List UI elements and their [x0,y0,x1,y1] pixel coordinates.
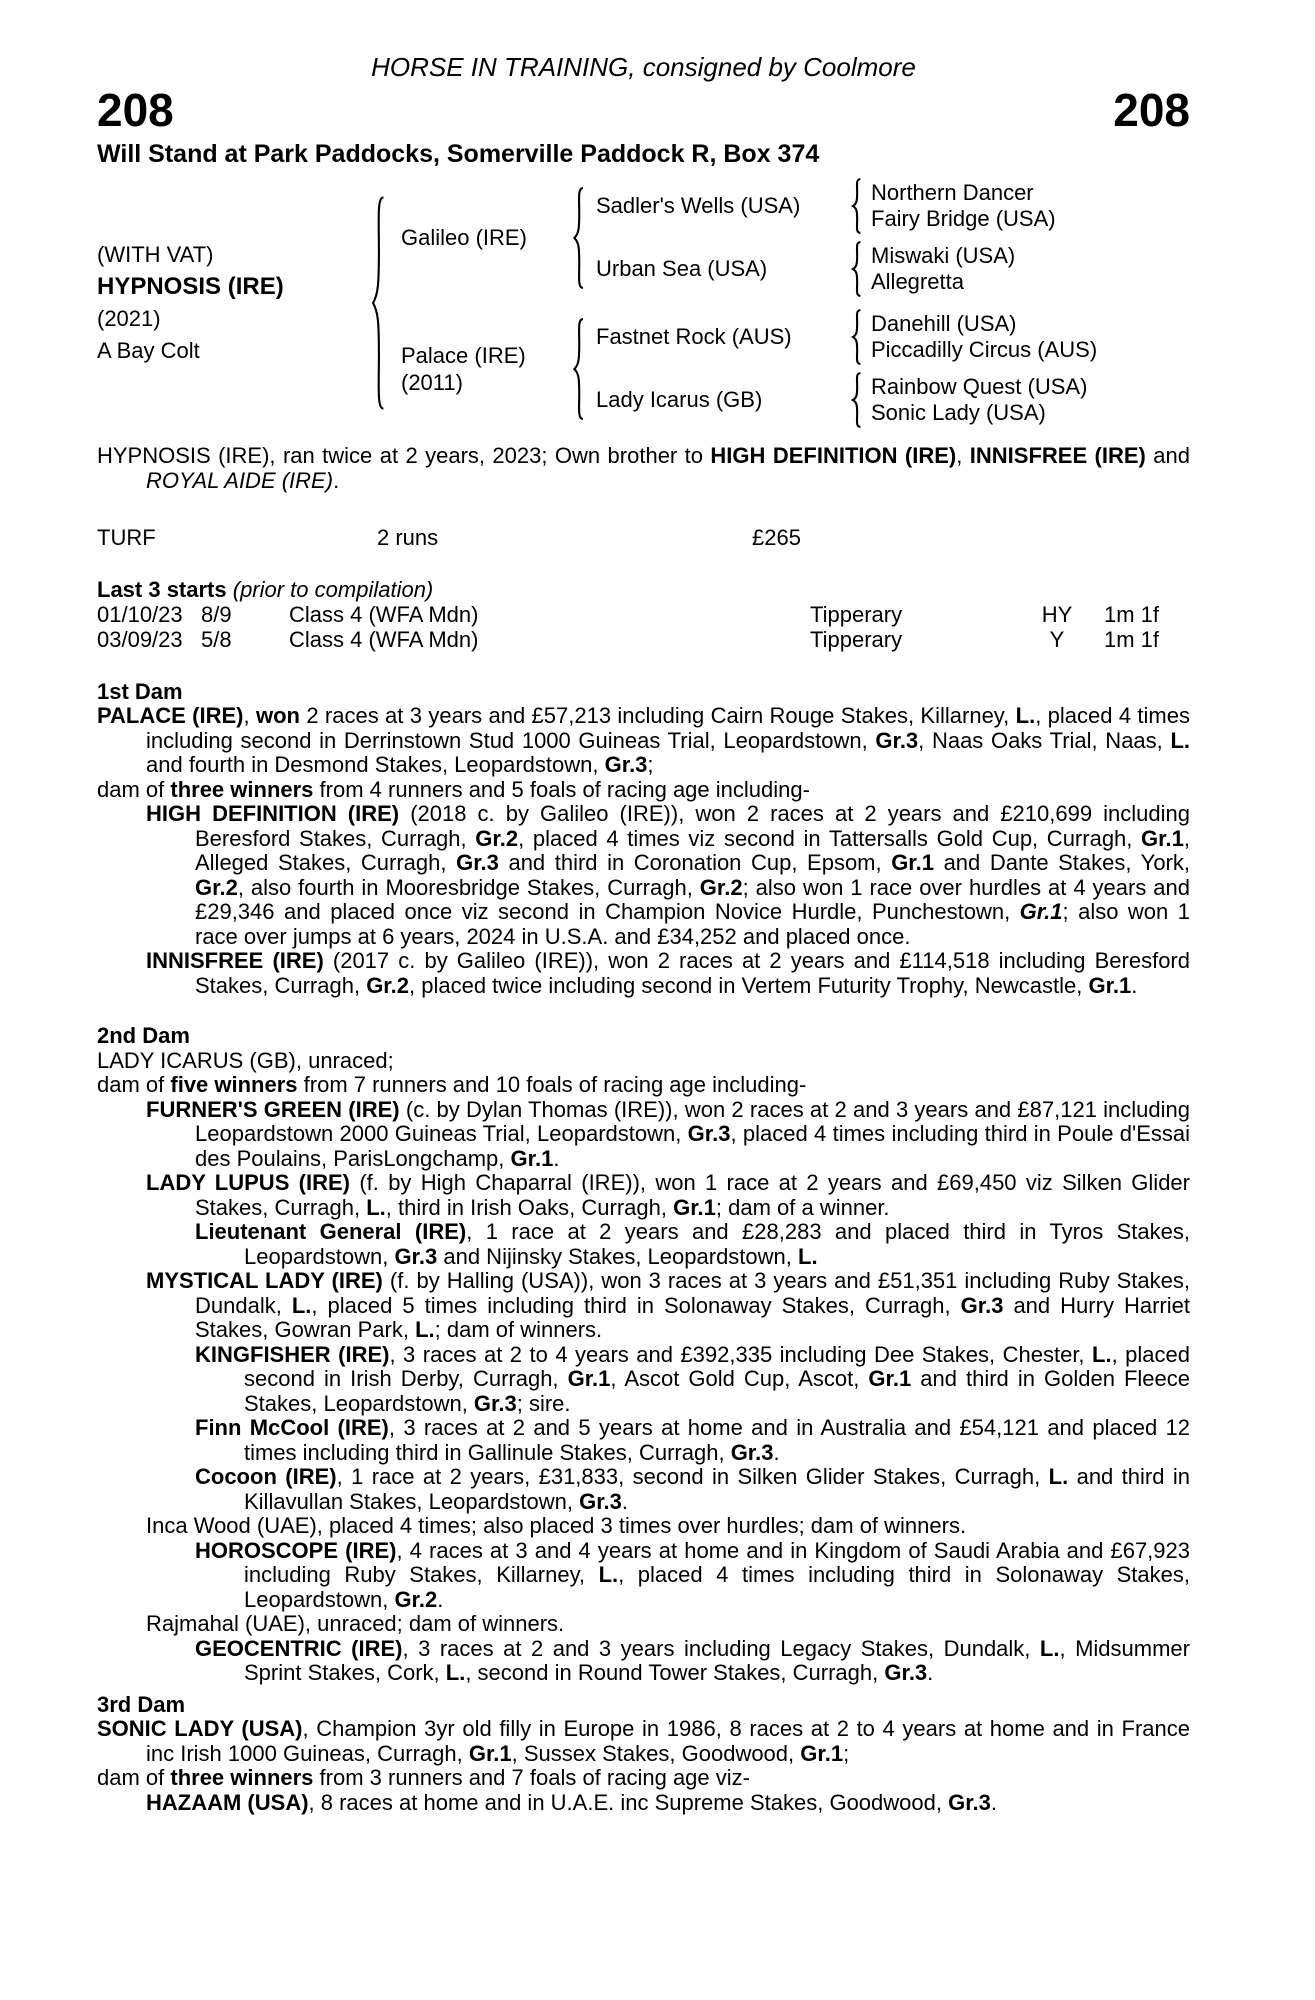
start-going: Y [1049,626,1065,652]
dam-produce-summary: dam of five winners from 7 runners and 10 foals of racing age including- [97,1072,807,1097]
great-grandparents [863,243,1015,295]
start-race: Class 4 (WFA Mdn) [289,626,479,652]
granddam-pair [596,241,1056,297]
produce-paragraph-furners-green: FURNER'S GREEN (IRE) (c. by Dylan Thomas (IRE)), won 2 races at 2 and 3 years and £87,121 including Leopardstown 2000 Guineas Trial, Leopardstown, Gr.3, placed 4 times including third in Poule d'Essai des Poulains, ParisLongchamp, Gr.1. [146,1096,1191,1171]
start-distance: 1m 1f [1104,626,1160,652]
start-position: 8/9 [201,601,232,627]
pair-brace [850,178,863,234]
horse-name: HYPNOSIS (IRE) [97,273,284,300]
great-grandparent-name: Fairy Bridge (USA) [871,206,1056,231]
produce-paragraph-kingfisher: KINGFISHER (IRE), 3 races at 2 to 4 years and £392,335 including Dee Stakes, Chester, L., placed second in Irish Derby, Curragh, Gr.1, Ascot Gold Cup, Ascot, Gr.1 and third in Golden Fleece Stakes, Leopardstown, Gr.3; sire. [195,1341,1190,1416]
start-date: 03/09/23 [97,626,183,652]
dam-cell [401,342,571,396]
sire-branch [401,178,1190,297]
grandparent-name: Sadler's Wells (USA) [596,192,801,218]
pedigree-subject [97,239,369,367]
race-runs: 2 runs [377,525,439,550]
produce-paragraph-rajmahal: Rajmahal (UAE), unraced; dam of winners. [146,1611,565,1636]
produce-paragraph-cocoon: Cocoon (IRE), 1 race at 2 years, £31,833, second in Silken Glider Stakes, Curragh, L. and third in Killavullan Stakes, Leopardstown, Gr.3. [195,1464,1190,1514]
pedigree-tree [97,182,1190,424]
start-distance: 1m 1f [1104,601,1160,627]
produce-paragraph-mystical-lady: MYSTICAL LADY (IRE) (f. by Halling (USA)), won 3 races at 3 years and £51,351 including Ruby Stakes, Dundalk, L., placed 5 times including third in Solonaway Stakes, Curragh, Gr.3 and Hurry Harriet Stakes, Gowran Park, L.; dam of winners. [146,1268,1190,1342]
grandparent-name: Urban Sea (USA) [596,255,768,281]
lot-number-left: 208 [97,84,174,136]
great-grandparent-name: Rainbow Quest (USA) [871,374,1088,399]
produce-paragraph-innisfree: INNISFREE (IRE) (2017 c. by Galileo (IRE)), won 2 races at 2 years and £114,518 including Beresford Stakes, Curragh, Gr.2, placed twice including second in Vertem Futurity Trophy, Newcastle, Gr.1. [146,948,1190,998]
pedigree-brace-main [369,193,387,413]
great-grandparent-name: Miswaki (USA) [871,243,1016,268]
start-position: 5/8 [201,626,232,652]
produce-paragraph-horoscope: HOROSCOPE (IRE), 4 races at 3 and 4 years at home and in Kingdom of Saudi Arabia and £67,923 including Ruby Stakes, Killarney, L., placed 4 times including third in Solonaway Stakes, Leopardstown, Gr.2. [195,1537,1191,1612]
dam-brace [571,317,586,421]
dam-year: (2011) [401,369,463,395]
granddam-pair [596,372,1097,428]
great-grandparent-name: Piccadilly Circus (AUS) [871,337,1098,362]
start-going: HY [1041,601,1073,627]
pedigree-generations [401,178,1190,428]
dam-produce-summary: dam of three winners from 4 runners and 5 foals of racing age including- [97,776,810,802]
sire-cell [401,224,571,251]
table-row [97,603,1190,628]
sire-brace [571,186,586,290]
page-title: HORSE IN TRAINING, consigned by Coolmore [371,52,916,82]
produce-paragraph-geocentric: GEOCENTRIC (IRE), 3 races at 2 and 3 years including Legacy Stakes, Dundalk, L., Midsummer Sprint Stakes, Cork, L., second in Round Tower Stakes, Curragh, Gr.3. [195,1635,1190,1685]
start-track: Tipperary [810,601,903,627]
dam-grandparents [596,309,1097,428]
race-record-row [97,526,1190,551]
produce-paragraph-inca-wood: Inca Wood (UAE), placed 4 times; also placed 3 times over hurdles; dam of winners. [146,1513,967,1538]
pair-brace [850,309,863,365]
great-grandparent-name: Northern Dancer [871,180,1034,205]
pair-brace [850,241,863,297]
produce-paragraph-lieutenant-general: Lieutenant General (IRE), 1 race at 2 years and £28,283 and placed third in Tyros Stakes, Leopardstown, Gr.3 and Nijinsky Stakes, Leopardstown, L. [195,1219,1190,1269]
dam-paragraph-palace: PALACE (IRE), won 2 races at 3 years and £57,213 including Cairn Rouge Stakes, Killarney, L., placed 4 times including second in Derrinstown Stud 1000 Guineas Trial, Leopardstown, Gr.3, Naas Oaks Trial, Naas, L. and fourth in Desmond Stakes, Leopardstown, Gr.3; [97,703,1190,777]
great-grandparent-name: Sonic Lady (USA) [871,400,1046,425]
race-surface: TURF [97,525,156,550]
last-starts-title [97,578,1190,603]
last-starts-subtitle: (prior to compilation) [226,577,434,602]
vat-note: (WITH VAT) [97,242,214,267]
grandsire-pair [596,309,1097,365]
sire-name: Galileo (IRE) [401,225,527,250]
start-race: Class 4 (WFA Mdn) [289,601,479,627]
great-grandparents [863,374,1087,426]
section-heading-1st-dam: 1st Dam [97,678,183,704]
dam-paragraph-lady-icarus: LADY ICARUS (GB), unraced; [97,1047,394,1073]
start-date: 01/10/23 [97,601,183,627]
dam-name: Palace (IRE) [401,342,526,368]
produce-paragraph-lady-lupus: LADY LUPUS (IRE) (f. by High Chaparral (IRE)), won 1 race at 2 years and £69,450 viz Silken Glider Stakes, Curragh, L., third in Irish Oaks, Curragh, Gr.1; dam of a winner. [146,1170,1190,1220]
produce-paragraph-finn-mccool: Finn McCool (IRE), 3 races at 2 and 5 years at home and in Australia and £54,121 and placed 12 times including third in Gallinule Stakes, Curragh, Gr.3. [195,1415,1191,1465]
pair-brace [850,372,863,428]
lot-number-right: 208 [1113,84,1190,136]
produce-paragraph-hazaam: HAZAAM (USA), 8 races at home and in U.A.E. inc Supreme Stakes, Goodwood, Gr.3. [146,1789,998,1815]
great-grandparent-name: Allegretta [871,269,964,294]
grandparent-name: Lady Icarus (GB) [596,386,763,412]
start-track: Tipperary [810,626,903,652]
great-grandparents [863,180,1056,232]
foaling-year: (2021) [97,306,161,331]
section-heading-2nd-dam: 2nd Dam [97,1023,190,1048]
grandparent-name: Fastnet Rock (AUS) [596,323,792,349]
lot-number-row [97,86,1190,134]
horse-description: A Bay Colt [97,338,200,363]
table-row [97,628,1190,653]
grandsire-pair [596,178,1056,234]
great-grandparent-name: Danehill (USA) [871,311,1017,336]
intro-paragraph: HYPNOSIS (IRE), ran twice at 2 years, 2023; Own brother to HIGH DEFINITION (IRE), INNISFREE (IRE) and ROYAL AIDE (IRE). [97,443,1190,493]
race-earnings: £265 [752,525,801,550]
dam-branch [401,309,1190,428]
stand-location-line: Will Stand at Park Paddocks, Somerville Paddock R, Box 374 [97,140,820,168]
dam-paragraph-sonic-lady: SONIC LADY (USA), Champion 3yr old filly in Europe in 1986, 8 races at 2 to 4 years at home and in France inc Irish 1000 Guineas, Curragh, Gr.1, Sussex Stakes, Goodwood, Gr.1; [97,1716,1190,1766]
section-heading-3rd-dam: 3rd Dam [97,1691,186,1717]
produce-paragraph-high-definition: HIGH DEFINITION (IRE) (2018 c. by Galileo (IRE)), won 2 races at 2 years and £210,699 including Beresford Stakes, Curragh, Gr.2, placed 4 times viz second in Tattersalls Gold Cup, Curragh, Gr.1, Alleged Stakes, Curragh, Gr.3 and third in Coronation Cup, Epsom, Gr.1 and Dante Stakes, York, Gr.2, also fourth in Mooresbridge Stakes, Curragh, Gr.2; also won 1 race over hurdles at 4 years and £29,346 and placed once viz second in Champion Novice Hurdle, Punchestown, Gr.1; also won 1 race over jumps at 6 years, 2024 in U.S.A. and £34,252 and placed once. [146,801,1190,949]
last-starts-title-label: Last 3 starts [97,577,227,602]
great-grandparents [863,311,1097,363]
sire-grandparents [596,178,1056,297]
dam-produce-summary: dam of three winners from 3 runners and 7 foals of racing age viz- [97,1765,750,1790]
